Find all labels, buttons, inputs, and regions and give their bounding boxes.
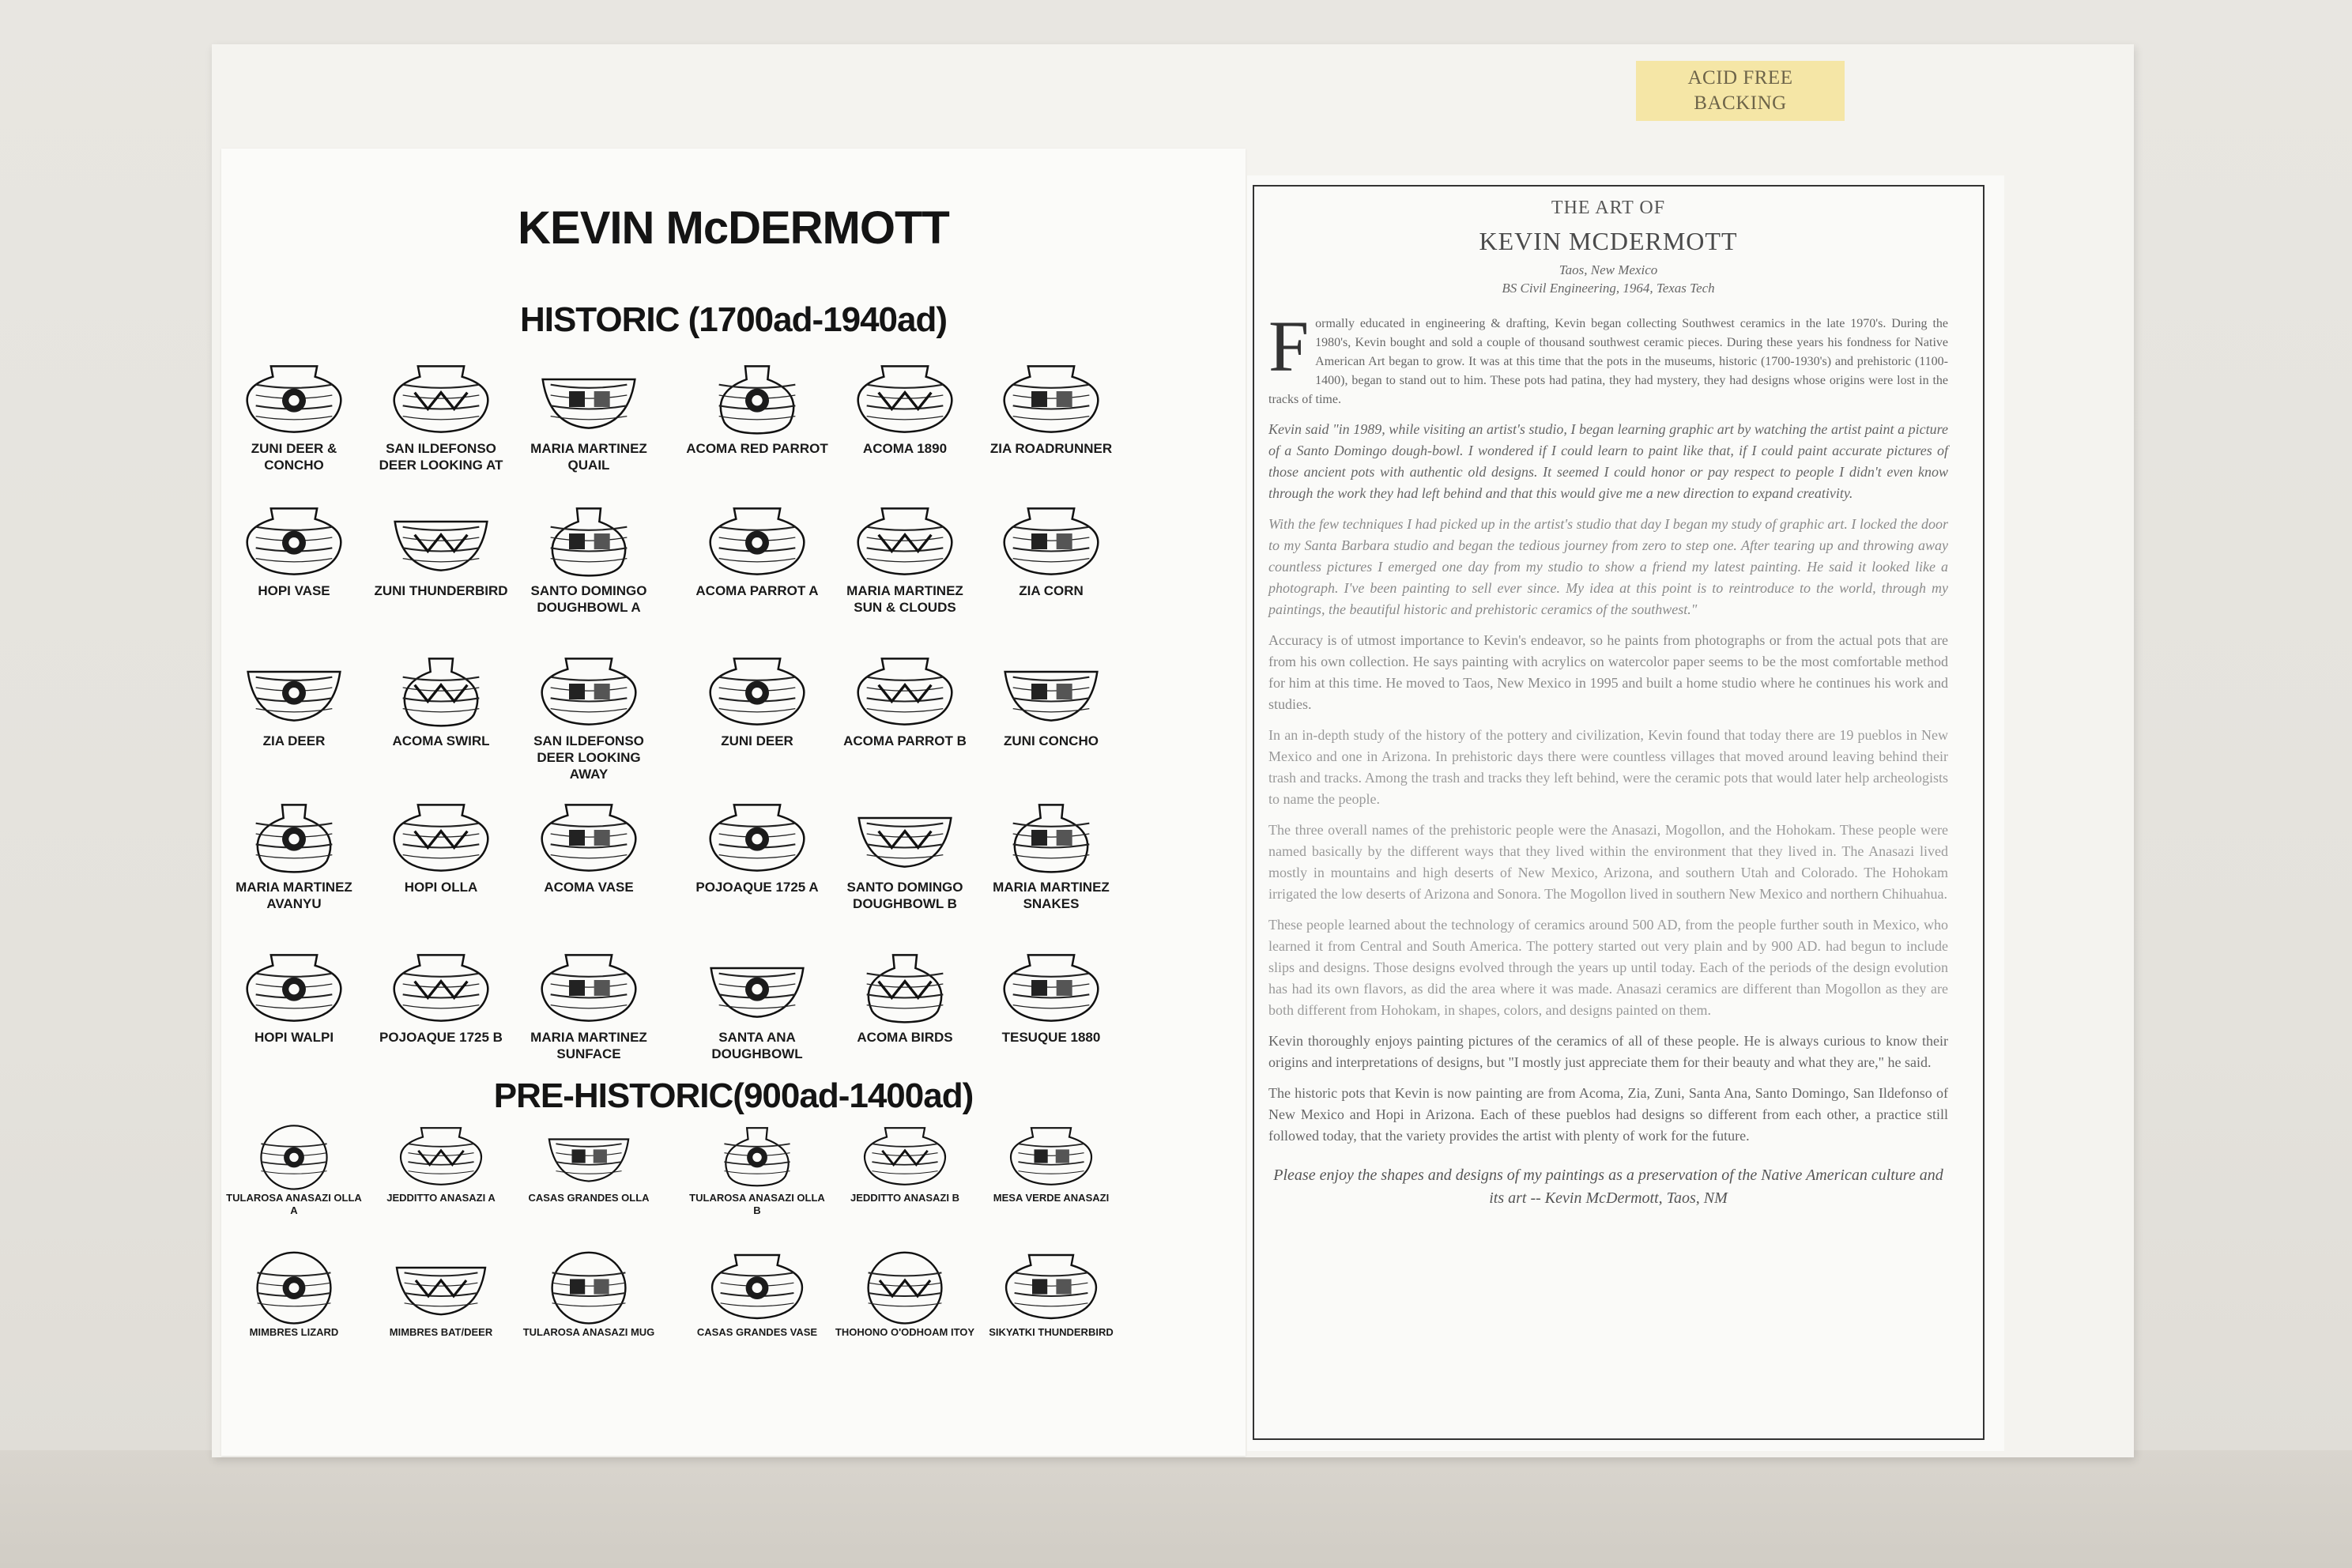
prehistoric-pot-caption: CASAS GRANDES OLLA <box>528 1192 650 1204</box>
historic-pot-caption: MARIA MARTINEZ AVANYU <box>236 880 352 911</box>
prehistoric-pot-item <box>686 1249 828 1339</box>
prehistoric-pot-item <box>518 1249 660 1339</box>
historic-pot-caption: ACOMA SWIRL <box>392 733 490 748</box>
pottery-illustration-icon <box>702 798 812 877</box>
historic-pot-item <box>518 360 660 473</box>
historic-pot-item <box>223 948 365 1046</box>
historic-pot-caption: MARIA MARTINEZ SUN & CLOUDS <box>846 583 963 615</box>
historic-pot-item <box>834 652 976 749</box>
pottery-illustration-icon <box>850 798 960 877</box>
historic-pot-caption: ZUNI DEER <box>721 733 793 748</box>
floor-shelf <box>0 1450 2352 1568</box>
pottery-illustration-icon <box>996 360 1106 439</box>
essay-artist-name: KEVIN MCDERMOTT <box>1479 227 1738 255</box>
essay-paragraph-4: Accuracy is of utmost importance to Kevin's endeavor, so he paints from photographs or from the actual pots that are from his own collection. He says painting with acrylics on watercolor paper seems to be the most comfortable method for him at this time. He moved to Taos, New Mexico in 1995 and built a home studio where he continues his work and studies. <box>1268 632 1948 712</box>
prehistoric-pot-caption: TULAROSA ANASAZI MUG <box>522 1326 655 1338</box>
historic-pot-item <box>370 502 512 599</box>
historic-pot-caption: POJOAQUE 1725 A <box>695 880 819 895</box>
prehistoric-pot-caption: TULAROSA ANASAZI OLLA A <box>226 1192 362 1216</box>
prehistoric-pot-item <box>370 1249 512 1339</box>
pottery-illustration-icon <box>702 502 812 581</box>
pottery-illustration-icon <box>386 948 496 1027</box>
pottery-illustration-icon <box>243 1249 345 1325</box>
pottery-illustration-icon <box>239 798 349 877</box>
prehistoric-pot-caption: MIMBRES BAT/DEER <box>389 1326 493 1338</box>
historic-pot-caption: MARIA MARTINEZ QUAIL <box>530 441 647 473</box>
acid-free-label <box>1636 61 1845 121</box>
pottery-illustration-icon <box>386 798 496 877</box>
prehistoric-heading: PRE-HISTORIC(900ad-1400ad) <box>493 1076 974 1115</box>
historic-pot-item <box>370 798 512 895</box>
historic-pot-caption: MARIA MARTINEZ SNAKES <box>993 880 1110 911</box>
historic-pot-caption: SANTO DOMINGO DOUGHBOWL B <box>846 880 963 911</box>
catalog-title: KEVIN McDERMOTT <box>518 202 949 254</box>
prehistoric-pot-caption: TULAROSA ANASAZI OLLA B <box>689 1192 825 1216</box>
essay-degree: BS Civil Engineering, 1964, Texas Tech <box>1502 281 1715 296</box>
historic-pot-item <box>223 360 365 473</box>
essay-paragraph-8: Kevin thoroughly enjoys painting pictures of the ceramics of all of these people. He is always curious to know their origins and interpretations of designs, but "I mostly just appreciate them for their beauty and what they are," he said. <box>1268 1033 1948 1070</box>
label-line-2: BACKING <box>1694 92 1787 114</box>
historic-pot-item <box>518 502 660 616</box>
pottery-illustration-icon <box>243 1122 345 1190</box>
prehistoric-pot-item <box>980 1122 1122 1204</box>
historic-pot-item <box>686 502 828 599</box>
prehistoric-pot-item <box>518 1122 660 1204</box>
historic-pot-item <box>980 798 1122 912</box>
pottery-illustration-icon <box>386 502 496 581</box>
historic-pot-caption: SAN ILDEFONSO DEER LOOKING AWAY <box>533 733 644 782</box>
pottery-illustration-icon <box>533 948 644 1027</box>
pottery-illustration-icon <box>239 948 349 1027</box>
historic-pot-caption: ACOMA BIRDS <box>857 1030 953 1045</box>
historic-pot-item <box>223 798 365 912</box>
historic-pot-item <box>518 948 660 1062</box>
prehistoric-pot-caption: THOHONO O'ODHOAM ITOY <box>835 1326 975 1338</box>
historic-pot-caption: ACOMA RED PARROT <box>686 441 828 456</box>
prehistoric-pot-caption: MESA VERDE ANASAZI <box>993 1192 1110 1204</box>
pottery-illustration-icon <box>854 1249 956 1325</box>
historic-pot-item <box>980 360 1122 457</box>
historic-pot-caption: ZUNI CONCHO <box>1004 733 1099 748</box>
essay-location: Taos, New Mexico <box>1559 262 1658 277</box>
pottery-illustration-icon <box>702 652 812 731</box>
historic-pot-item <box>686 360 828 457</box>
pottery-illustration-icon <box>239 502 349 581</box>
pottery-illustration-icon <box>1000 1122 1102 1190</box>
historic-pot-caption: ACOMA VASE <box>544 880 634 895</box>
label-line-1: ACID FREE <box>1687 67 1793 89</box>
pottery-illustration-icon <box>390 1249 492 1325</box>
prehistoric-pot-caption: JEDDITTO ANASAZI B <box>850 1192 959 1204</box>
pottery-illustration-icon <box>239 652 349 731</box>
essay-paragraph-1-text: ormally educated in engineering & drafting, Kevin began collecting Southwest ceramics in the late 1970's. During the 1980's, Kevin bought and sold a couple of thousand southwest ceramic pieces. During these years his fondness for Native American Art began to grow. It was at this time that the pots in the museums, historic (1700-1930's) and prehistoric (1100-1400), began to stand out to him. These pots had patina, they had mystery, they had designs whose origins were lost in the tracks of time. <box>1268 317 1948 406</box>
prehistoric-pot-caption: CASAS GRANDES VASE <box>696 1326 818 1338</box>
historic-pot-item <box>518 652 660 782</box>
essay-paragraph-5: In an in-depth study of the history of the pottery and civilization, Kevin found that today there are 19 pueblos in New Mexico and one in Arizona. In prehistoric days there were countless villages that moved around leaving behind their trash and tracks. Among the trash and tracks they left behind, were the ceramic pots that would later help archeologists to name the people. <box>1268 727 1948 807</box>
historic-pot-item <box>370 360 512 473</box>
historic-pot-caption: HOPI OLLA <box>404 880 478 895</box>
pottery-illustration-icon <box>706 1122 808 1190</box>
historic-pot-item <box>834 502 976 616</box>
prehistoric-pot-item <box>834 1249 976 1339</box>
essay-paragraph-3: With the few techniques I had picked up in the artist's studio that day I began my study of graphic art. I locked the door to my Santa Barbara studio and began the tedious journey from zero to step one. After tearing up and throwing away countless pictures I emerged one day from my studio to show a friend my latest painting. He said it looked like a photograph. I've been painting to sell ever since. My idea at this point is to reintroduce to the world, through my paintings, the beautiful historic and prehistoric ceramics of the southwest." <box>1268 516 1948 617</box>
historic-pot-caption: MARIA MARTINEZ SUNFACE <box>530 1030 647 1061</box>
pottery-illustration-icon <box>702 948 812 1027</box>
prehistoric-pot-item <box>370 1122 512 1204</box>
historic-pot-caption: ZIA DEER <box>262 733 326 748</box>
historic-pot-caption: SANTO DOMINGO DOUGHBOWL A <box>530 583 647 615</box>
historic-pot-caption: HOPI WALPI <box>254 1030 334 1045</box>
prehistoric-pot-caption: MIMBRES LIZARD <box>249 1326 339 1338</box>
historic-pot-caption: HOPI VASE <box>258 583 330 598</box>
pottery-illustration-icon <box>537 1249 640 1325</box>
pottery-illustration-icon <box>533 652 644 731</box>
historic-pot-caption: ACOMA PARROT B <box>843 733 967 748</box>
pottery-illustration-icon <box>386 652 496 731</box>
historic-pot-item <box>686 948 828 1062</box>
prehistoric-pot-item <box>980 1249 1122 1339</box>
pottery-illustration-icon <box>533 360 644 439</box>
historic-pot-item <box>980 948 1122 1046</box>
historic-pot-item <box>370 652 512 749</box>
historic-pot-item <box>223 652 365 749</box>
drop-cap: F <box>1268 306 1310 386</box>
pottery-illustration-icon <box>850 502 960 581</box>
pottery-illustration-icon <box>386 360 496 439</box>
historic-pot-item <box>980 652 1122 749</box>
essay-paragraph-2: Kevin said "in 1989, while visiting an artist's studio, I began learning graphic art by watching the artist paint a picture of a Santo Domingo dough-bowl. I wondered if I could learn to paint like that, if I could paint accurate pictures of those ancient pots with authentic old designs. It seemed I could honor or pay respect to people I didn't even know through the work they had left behind and that this would give me a new direction to expand creativity. <box>1268 421 1948 501</box>
historic-pot-item <box>518 798 660 895</box>
essay-kicker: THE ART OF <box>1551 198 1666 218</box>
prehistoric-pot-item <box>223 1122 365 1217</box>
prehistoric-pot-item <box>834 1122 976 1204</box>
historic-pot-item <box>686 652 828 749</box>
essay-closing: Please enjoy the shapes and designs of my paintings as a preservation of the Native American culture and its art -- Kevin McDermott, Taos, NM <box>1273 1167 1943 1207</box>
pottery-illustration-icon <box>850 948 960 1027</box>
historic-pot-item <box>980 502 1122 599</box>
historic-pot-item <box>686 798 828 895</box>
pottery-illustration-icon <box>1000 1249 1102 1325</box>
historic-pot-caption: ACOMA PARROT A <box>695 583 819 598</box>
historic-pot-caption: ZUNI DEER & CONCHO <box>251 441 337 473</box>
pottery-illustration-icon <box>239 360 349 439</box>
historic-pot-caption: POJOAQUE 1725 B <box>379 1030 503 1045</box>
historic-pot-item <box>834 798 976 912</box>
pottery-illustration-icon <box>533 502 644 581</box>
essay-text <box>1268 194 1948 1226</box>
pottery-illustration-icon <box>996 798 1106 877</box>
pottery-illustration-icon <box>996 502 1106 581</box>
prehistoric-pot-item <box>223 1249 365 1339</box>
pottery-illustration-icon <box>390 1122 492 1190</box>
prehistoric-pot-caption: JEDDITTO ANASAZI A <box>386 1192 496 1204</box>
essay-paragraph-1 <box>1268 306 1948 409</box>
historic-pot-caption: SANTA ANA DOUGHBOWL <box>711 1030 803 1061</box>
historic-pot-caption: ZIA ROADRUNNER <box>989 441 1113 456</box>
pottery-illustration-icon <box>706 1249 808 1325</box>
pottery-illustration-icon <box>850 652 960 731</box>
historic-pot-item <box>223 502 365 599</box>
essay-paragraph-6: The three overall names of the prehistoric people were the Anasazi, Mogollon, and the Hohokam. These people were named basically by the different ways that they lived within the environment that they lived in. The Anasazi lived mostly in mountains and high deserts of New Mexico, Arizona, and southern Utah and Colorado. The Hohokam irrigated the low deserts of Arizona and Sonora. The Mogollon lived in southern New Mexico and northern Chihuahua. <box>1268 822 1948 902</box>
prehistoric-pot-item <box>686 1122 828 1217</box>
historic-pot-caption: ZIA CORN <box>1019 583 1084 598</box>
pottery-illustration-icon <box>854 1122 956 1190</box>
pottery-illustration-icon <box>996 652 1106 731</box>
historic-pot-caption: ACOMA 1890 <box>862 441 948 456</box>
historic-pot-caption: ZUNI THUNDERBIRD <box>374 583 508 598</box>
pottery-illustration-icon <box>850 360 960 439</box>
essay-paragraph-9: The historic pots that Kevin is now painting are from Acoma, Zia, Zuni, Santa Ana, Santo Domingo, San Ildefonso of New Mexico and Hopi in Arizona. Each of these pueblos had designs so different from each other, a practice still followed today, that the variety provides the artist with plenty of work for the future. <box>1268 1085 1948 1144</box>
pottery-illustration-icon <box>996 948 1106 1027</box>
essay-paragraph-7: These people learned about the technology of ceramics around 500 AD, from the people further south in Mexico, who learned it from Central and South America. The pottery started out very plain and by 900 AD. had begun to include slips and designs. Those designs evolved through the years up until today. Each of the periods of the design evolution has had its own flavors, as did the area where it was made. Anasazi ceramics are different than Mogollon as they are both different from Hohokam, in shapes, colors, and designs painted on them. <box>1268 917 1948 1018</box>
pottery-illustration-icon <box>537 1122 640 1190</box>
prehistoric-pot-caption: SIKYATKI THUNDERBIRD <box>989 1326 1114 1338</box>
pottery-illustration-icon <box>702 360 812 439</box>
pottery-illustration-icon <box>533 798 644 877</box>
historic-pot-item <box>370 948 512 1046</box>
historic-pot-caption: SAN ILDEFONSO DEER LOOKING AT <box>379 441 503 473</box>
historic-pot-item <box>834 948 976 1046</box>
historic-pot-caption: TESUQUE 1880 <box>1001 1030 1101 1045</box>
historic-heading: HISTORIC (1700ad-1940ad) <box>519 300 948 339</box>
historic-pot-item <box>834 360 976 457</box>
